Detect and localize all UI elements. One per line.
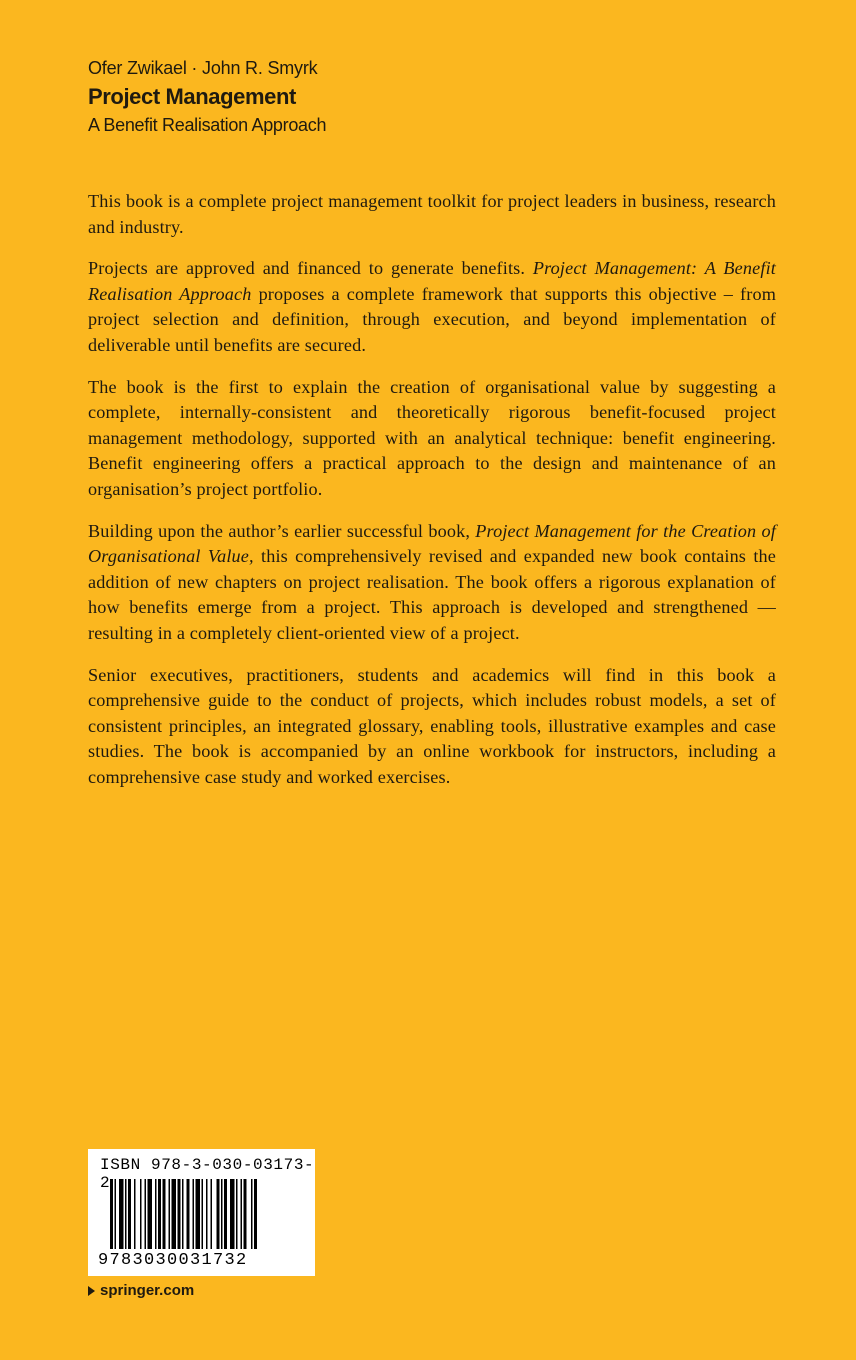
publisher-url: springer.com: [100, 1282, 195, 1299]
back-cover-blurb: [88, 189, 776, 806]
blurb-paragraph-2: [88, 256, 776, 358]
barcode-bar: [187, 1179, 190, 1249]
barcode-bar: [196, 1179, 201, 1249]
cover-header: [88, 56, 326, 138]
barcode-bar: [140, 1179, 142, 1249]
barcode-bar: [182, 1179, 184, 1249]
book-subtitle: A Benefit Realisation Approach: [88, 115, 327, 135]
publisher-link[interactable]: [88, 1282, 194, 1299]
barcode-bar: [206, 1179, 208, 1249]
barcode-bar: [148, 1179, 153, 1249]
barcode-bar: [119, 1179, 124, 1249]
barcode-bar: [254, 1179, 257, 1249]
barcode-bars: [110, 1179, 296, 1249]
blurb-text: this comprehensively revised and expanded new book contains the addition of new chapters on project realisation. The book offers a rigorous explanation of how benefits emerge from a project. This approach is developed and strengthened — resulting in a completely client-oriented view of a project.: [88, 546, 776, 643]
barcode-bar: [125, 1179, 127, 1249]
blurb-italic-title: Project Management for the Creation of Organisational Value,: [88, 520, 777, 567]
isbn-label: ISBN 978-3-030-03173-2: [100, 1156, 315, 1192]
isbn-barcode: [88, 1149, 315, 1276]
barcode-bar: [230, 1179, 235, 1249]
barcode-bar: [202, 1179, 204, 1249]
barcode-bar: [251, 1179, 253, 1249]
barcode-bar: [134, 1179, 136, 1249]
book-title: Project Management: [88, 84, 296, 109]
barcode-bar: [172, 1179, 177, 1249]
barcode-bar: [145, 1179, 147, 1249]
blurb-text: Projects are approved and financed to generate benefits.: [88, 258, 533, 279]
barcode-bar: [211, 1179, 213, 1249]
blurb-paragraph-5: Senior executives, practitioners, students and academics will find in this book a comprehensive guide to the conduct of projects, which includes robust models, a set of consistent principles, an integrated glossary, enabling tools, illustrative examples and case studies. The book is accompanied by an online workbook for instructors, including a comprehensive case study and worked exercises.: [88, 664, 776, 787]
barcode-bar: [158, 1179, 161, 1249]
barcode-bar: [169, 1179, 171, 1249]
barcode-digits: 9783030031732: [98, 1251, 248, 1270]
blurb-text: proposes a complete framework that supports this objective – from project selection and definition, through execution, and beyond implementation of deliverable until benefits are secured.: [88, 283, 777, 355]
barcode-bar: [178, 1179, 181, 1249]
barcode-bar: [224, 1179, 227, 1249]
barcode-bar: [110, 1179, 113, 1249]
barcode-bar: [115, 1179, 117, 1249]
blurb-text: Building upon the author’s earlier successful book,: [88, 520, 476, 541]
barcode-bar: [193, 1179, 195, 1249]
barcode-bar: [155, 1179, 157, 1249]
blurb-paragraph-4: [88, 519, 776, 647]
barcode-bar: [236, 1179, 238, 1249]
arrow-right-icon: [88, 1286, 95, 1296]
barcode-bar: [244, 1179, 247, 1249]
barcode-bar: [163, 1179, 166, 1249]
blurb-paragraph-1: This book is a complete project management toolkit for project leaders in business, research and industry.: [88, 191, 776, 237]
authors: Ofer Zwikael · John R. Smyrk: [88, 58, 318, 78]
barcode-bar: [217, 1179, 220, 1249]
blurb-paragraph-3: The book is the first to explain the creation of organisational value by suggesting a complete, internally-consistent and theoretically rigorous benefit-focused project management methodology, supported with an analytical technique: benefit engineering. Benefit engineering offers a practical approach to the design and maintenance of an organisation’s project portfolio.: [88, 376, 776, 499]
barcode-bar: [221, 1179, 223, 1249]
barcode-bar: [128, 1179, 131, 1249]
blurb-italic-title: Project Management: A Benefit Realisation Approach: [88, 258, 776, 304]
barcode-bar: [241, 1179, 243, 1249]
